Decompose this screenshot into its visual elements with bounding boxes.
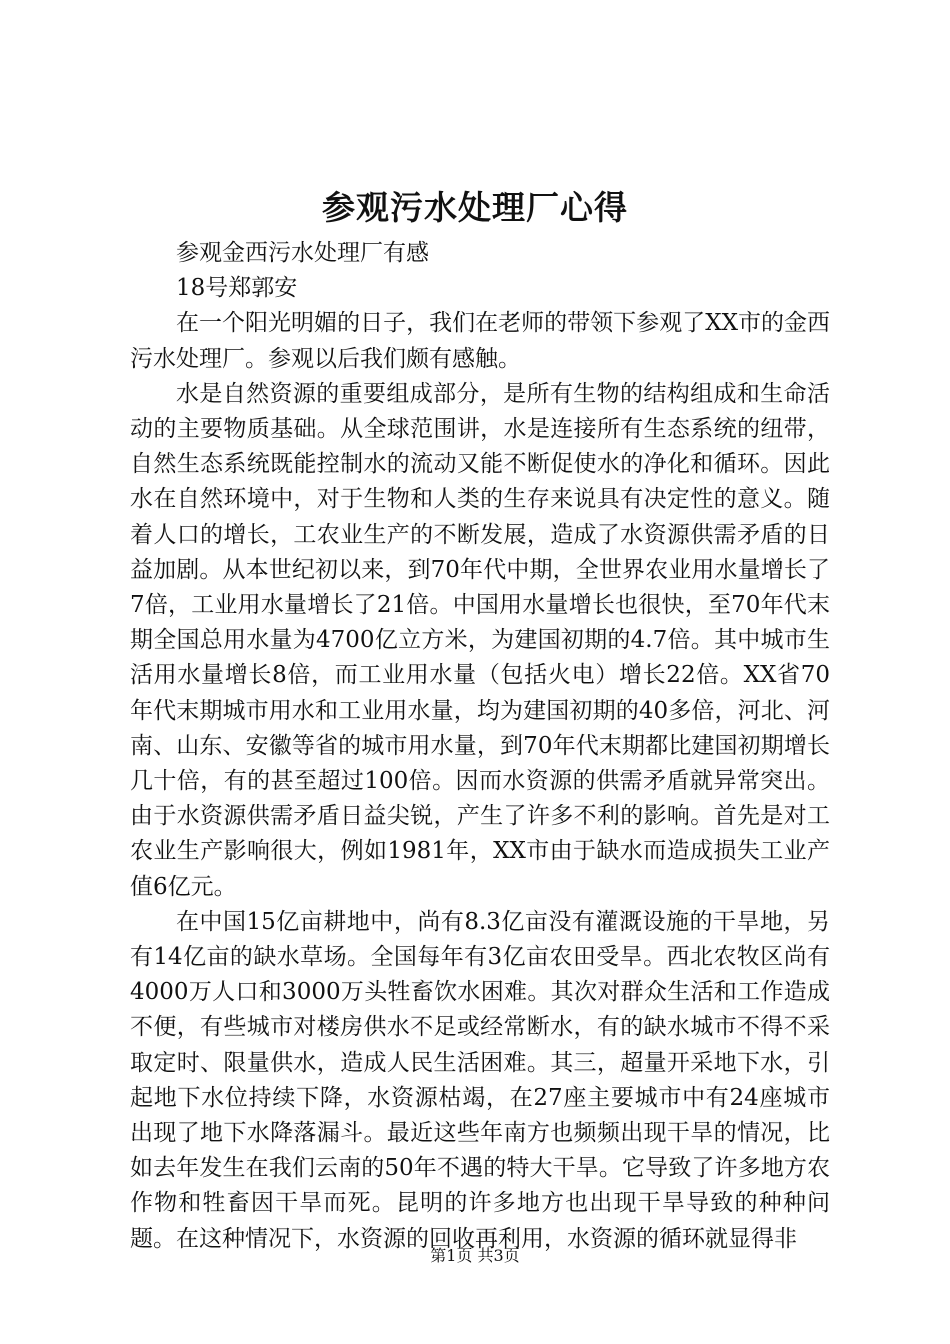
subtitle-paragraph: 参观金西污水处理厂有感 [176, 240, 429, 266]
document-title: 参观污水处理厂心得 [322, 188, 628, 227]
author-paragraph: 18号郑郭安 [176, 275, 298, 302]
body-paragraph: 水是自然资源的重要组成部分，是所有生物的结构组成和生命活动的主要物质基础。从全球范围讲，水是连接所有生态系统的纽带，自然生态系统既能控制水的流动又能不断促使水的净化和循环。因此水在自然环境中，对于生物和人类的生存来说具有决定性的意义。随着人口的增长，工农业生产的不断发展，造成了水资源供需矛盾的日益加剧。从本世纪初以来，到70年代中期，全世界农业用水量增长了7倍，工业用水量增长了21倍。中国用水量增长也很快，至70年代末期全国总用水量为4700亿立方米，为建国初期的4.7倍。其中城市生活用水量增长8倍，而工业用水量（包括火电）增长22倍。XX省70年代末期城市用水和工业用水量，均为建国初期的40多倍，河北、河南、山东、安徽等省的城市用水量，到70年代末期都比建国初期增长几十倍，有的甚至超过100倍。因而水资源的供需矛盾就异常突出。由于水资源供需矛盾日益尖锐，产生了许多不利的影响。首先是对工农业生产影响很大，例如1981年，XX市由于缺水而造成损失工业产值6亿元。 [130, 380, 830, 900]
page-number-footer: 第1页 共3页 [430, 1246, 520, 1265]
document-body [130, 236, 830, 1257]
intro-paragraph: 在一个阳光明媚的日子，我们在老师的带领下参观了XX市的金西污水处理厂。参观以后我们颇有感触。 [130, 310, 830, 372]
body-paragraph: 在中国15亿亩耕地中，尚有8.3亿亩没有灌溉设施的干旱地，另有14亿亩的缺水草场。全国每年有3亿亩农田受旱。西北农牧区尚有4000万人口和3000万头牲畜饮水困难。其次对群众生活和工作造成不便，有些城市对楼房供水不足或经常断水，有的缺水城市不得不采取定时、限量供水，造成人民生活困难。其三，超量开采地下水，引起地下水位持续下降，水资源枯竭，在27座主要城市中有24座城市出现了地下水降落漏斗。最近这些年南方也频频出现干旱的情况，比如去年发生在我们云南的50年不遇的特大干旱。它导致了许多地方农作物和牲畜因干旱而死。昆明的许多地方也出现干旱导致的种种问题。在这种情况下，水资源的回收再利用，水资源的循环就显得非 [130, 908, 830, 1252]
